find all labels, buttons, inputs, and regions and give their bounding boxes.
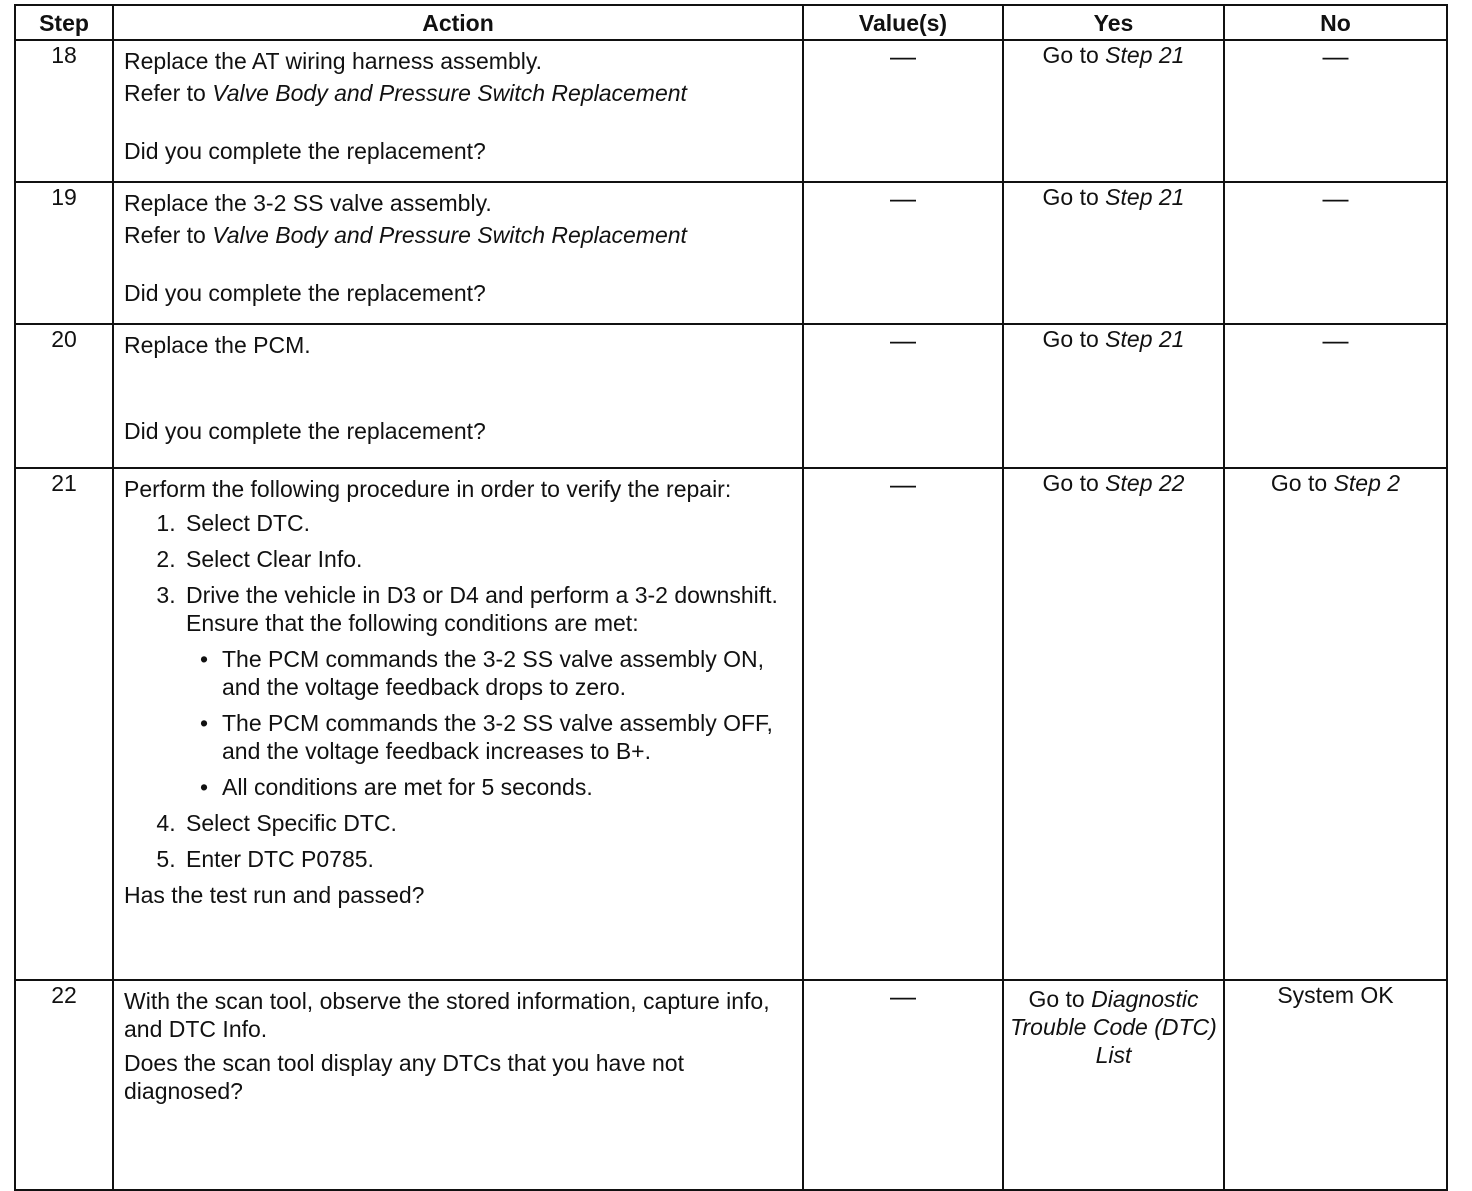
table-row-step-18 [15,40,1447,182]
header-step: Step [15,5,113,40]
yes-step-link[interactable]: Step 21 [1105,326,1185,352]
action-cell [113,468,803,980]
procedure-intro: Perform the following procedure in order to verify the repair: [124,476,732,502]
table-row-step-20 [15,324,1447,468]
header-values: Value(s) [803,5,1003,40]
no-cell [1224,468,1447,980]
yes-prefix: Go to [1042,184,1106,210]
yes-prefix: Go to [1028,986,1092,1012]
bullet-icon: • [200,646,209,672]
action-question: Does the scan tool display any DTCs that you have not diagnosed? [124,1050,684,1104]
header-action: Action [113,5,803,40]
yes-dtc-list-link[interactable]: Diagnostic Trouble Code (DTC) List [1010,986,1217,1068]
yes-step-link[interactable]: Step 21 [1105,42,1185,68]
value-cell: — [803,182,1003,324]
list-item: 3. Drive the vehicle in D3 or D4 and perform a 3-2 downshift. Ensure that the following conditions are met: • The PCM commands the 3-2 SS valve assembly ON, and the voltage feedback drops to zero. • The PCM commands the 3-2 SS valve assembly OFF, and the voltage feedback increases to B+. • All conditions are met for 5 seconds. [182,581,792,801]
yes-step-link[interactable]: Step 21 [1105,184,1185,210]
yes-cell [1003,468,1224,980]
list-item: 5. Enter DTC P0785. [182,845,792,873]
step-number: 20 [15,324,113,468]
list-item: • The PCM commands the 3-2 SS valve assembly OFF, and the voltage feedback increases to B+. [200,710,773,764]
refer-prefix: Refer to [124,80,213,106]
yes-prefix: Go to [1042,470,1106,496]
action-question: Did you complete the replacement? [124,138,486,164]
no-cell: System OK [1224,980,1447,1190]
yes-prefix: Go to [1042,42,1106,68]
action-cell [113,182,803,324]
yes-cell [1003,980,1224,1190]
action-cell [113,40,803,182]
action-cell [113,324,803,468]
procedure-list [124,509,792,873]
table-row-step-22 [15,980,1447,1190]
yes-step-link[interactable]: Step 22 [1105,470,1185,496]
yes-cell [1003,40,1224,182]
header-yes: Yes [1003,5,1224,40]
list-item: 1. Select DTC. [182,509,792,537]
refer-link[interactable]: Valve Body and Pressure Switch Replacement [212,80,687,106]
table-row-step-21 [15,468,1447,980]
value-cell: — [803,468,1003,980]
bullet-icon: • [200,774,209,800]
action-line: With the scan tool, observe the stored information, capture info, and DTC Info. [124,988,770,1042]
yes-prefix: Go to [1042,326,1106,352]
header-no: No [1224,5,1447,40]
action-cell [113,980,803,1190]
conditions-list [186,645,792,801]
action-line: Replace the 3-2 SS valve assembly. [124,190,492,216]
step-number: 18 [15,40,113,182]
yes-cell [1003,182,1224,324]
action-question: Did you complete the replacement? [124,418,486,444]
refer-prefix: Refer to [124,222,213,248]
value-cell: — [803,980,1003,1190]
list-item: • The PCM commands the 3-2 SS valve assembly ON, and the voltage feedback drops to zero. [200,646,764,700]
action-question: Has the test run and passed? [124,882,425,908]
diagnostic-table [14,4,1448,1191]
action-line: Replace the PCM. [124,332,311,358]
step-number: 19 [15,182,113,324]
step-number: 22 [15,980,113,1190]
refer-line [124,79,792,107]
list-item: • All conditions are met for 5 seconds. [200,774,593,800]
action-question: Did you complete the replacement? [124,280,486,306]
yes-cell [1003,324,1224,468]
header-row [15,5,1447,40]
value-cell: — [803,40,1003,182]
action-line: Replace the AT wiring harness assembly. [124,48,543,74]
no-cell: — [1224,324,1447,468]
value-cell: — [803,324,1003,468]
no-cell: — [1224,182,1447,324]
refer-line [124,221,792,249]
no-prefix: Go to [1270,470,1334,496]
bullet-icon: • [200,710,209,736]
no-step-link[interactable]: Step 2 [1333,470,1401,496]
list-item: 2. Select Clear Info. [182,545,792,573]
list-item: 4. Select Specific DTC. [182,809,792,837]
table-row-step-19 [15,182,1447,324]
refer-link[interactable]: Valve Body and Pressure Switch Replacement [212,222,687,248]
no-cell: — [1224,40,1447,182]
step-number: 21 [15,468,113,980]
